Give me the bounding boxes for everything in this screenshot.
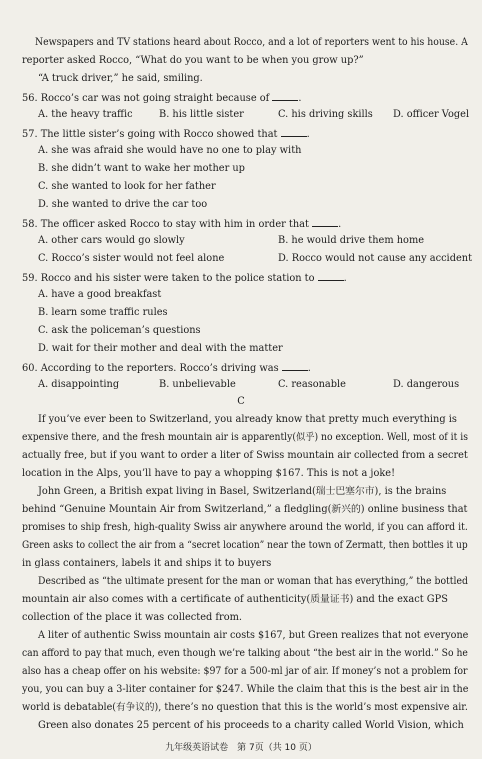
question-60-stem: 60. According to the reporters. Rocco’s driving was . [22,363,311,374]
answer-blank [312,217,338,227]
passage-line: location in the Alps, you’ll have to pay a whopping $167. This is not a joke! [22,468,396,479]
section-heading: C [237,396,245,407]
option-b: B. learn some traffic rules [38,307,168,318]
option-b: B. she didn’t want to wake her mother up [38,163,245,174]
option-a: A. she was afraid she would have no one to play with [38,145,302,156]
option-c: C. reasonable [278,379,346,390]
option-b: B. his little sister [159,109,244,120]
option-c: C. she wanted to look for her father [38,181,216,192]
passage-line: collection of the place it was collected from. [22,612,242,623]
question-56-stem: 56. Rocco’s car was not going straight because of . [22,93,302,104]
passage-line: can afford to pay that much, even though we’re talking about “the best air in the world.” So he [22,648,468,659]
passage-line: actually free, but if you want to order a liter of Swiss mountain air collected from a secret [22,450,468,461]
option-d: D. Rocco would not cause any accident [278,253,473,264]
passage-line: Newspapers and TV stations heard about Rocco, and a lot of reporters went to his house. A [35,37,468,48]
option-d: D. officer Vogel [393,109,470,120]
question-58-stem: 58. The officer asked Rocco to stay with him in order that . [22,219,342,230]
question-57-stem: 57. The little sister’s going with Rocco showed that . [22,129,310,140]
passage-line: also has a cheap offer on his website: $97 for a 500-ml jar of air. If money’s not a problem for [22,666,468,677]
passage-line: Described as “the ultimate present for the man or woman that has everything,” the bottled [38,576,468,587]
option-c: C. his driving skills [278,109,373,120]
passage-line: mountain air also comes with a certificate of authenticity(质量证书) and the exact GPS [22,594,448,605]
passage-line: behind “Genuine Mountain Air from Switzerland,” a fledgling(新兴的) online business that [22,504,468,515]
option-b: B. unbelievable [159,379,236,390]
passage-line: If you’ve ever been to Switzerland, you already know that pretty much everything is [38,414,457,425]
passage-line: Green asks to collect the air from a “secret location” near the town of Zermatt, then bottles it up [22,540,468,551]
option-a: A. disappointing [38,379,120,390]
question-59-stem: 59. Rocco and his sister were taken to the police station to . [22,273,347,284]
option-c: C. Rocco’s sister would not feel alone [38,253,225,264]
passage-line: promises to ship fresh, high-quality Swiss air anywhere around the world, if you can afford it. [22,522,468,533]
page-footer: 九年级英语试卷 第 7页（共 10 页） [165,743,317,753]
passage-line: Green also donates 25 percent of his proceeds to a charity called World Vision, which [38,720,464,731]
option-d: D. wait for their mother and deal with the matter [38,343,283,354]
option-d: D. she wanted to drive the car too [38,199,208,210]
option-a: A. have a good breakfast [38,289,162,300]
option-c: C. ask the policeman’s questions [38,325,201,336]
passage-line: reporter asked Rocco, “What do you want to be when you grow up?” [22,55,364,66]
passage-line: A liter of authentic Swiss mountain air costs $167, but Green realizes that not everyone [38,630,469,641]
option-b: B. he would drive them home [278,235,425,246]
option-a: A. other cars would go slowly [38,235,185,246]
passage-line: John Green, a British expat living in Basel, Switzerland(瑞士巴塞尔市), is the brains [38,486,447,497]
answer-blank [282,361,308,371]
option-d: D. dangerous [393,379,460,390]
answer-blank [318,271,344,281]
passage-line: expensive there, and the fresh mountain air is apparently(似乎) no exception. Well, most of it is [22,432,468,443]
answer-blank [272,91,298,101]
passage-line: world is debatable(有争议的), there’s no question that this is the world’s most expensive air. [22,702,468,713]
passage-line: “A truck driver,” he said, smiling. [38,73,203,84]
option-a: A. the heavy traffic [38,109,133,120]
passage-line: you, you can buy a 3-liter container for $247. While the claim that this is the best air in the [22,684,469,695]
passage-line: in glass containers, labels it and ships it to buyers [22,558,272,569]
answer-blank [281,127,307,137]
